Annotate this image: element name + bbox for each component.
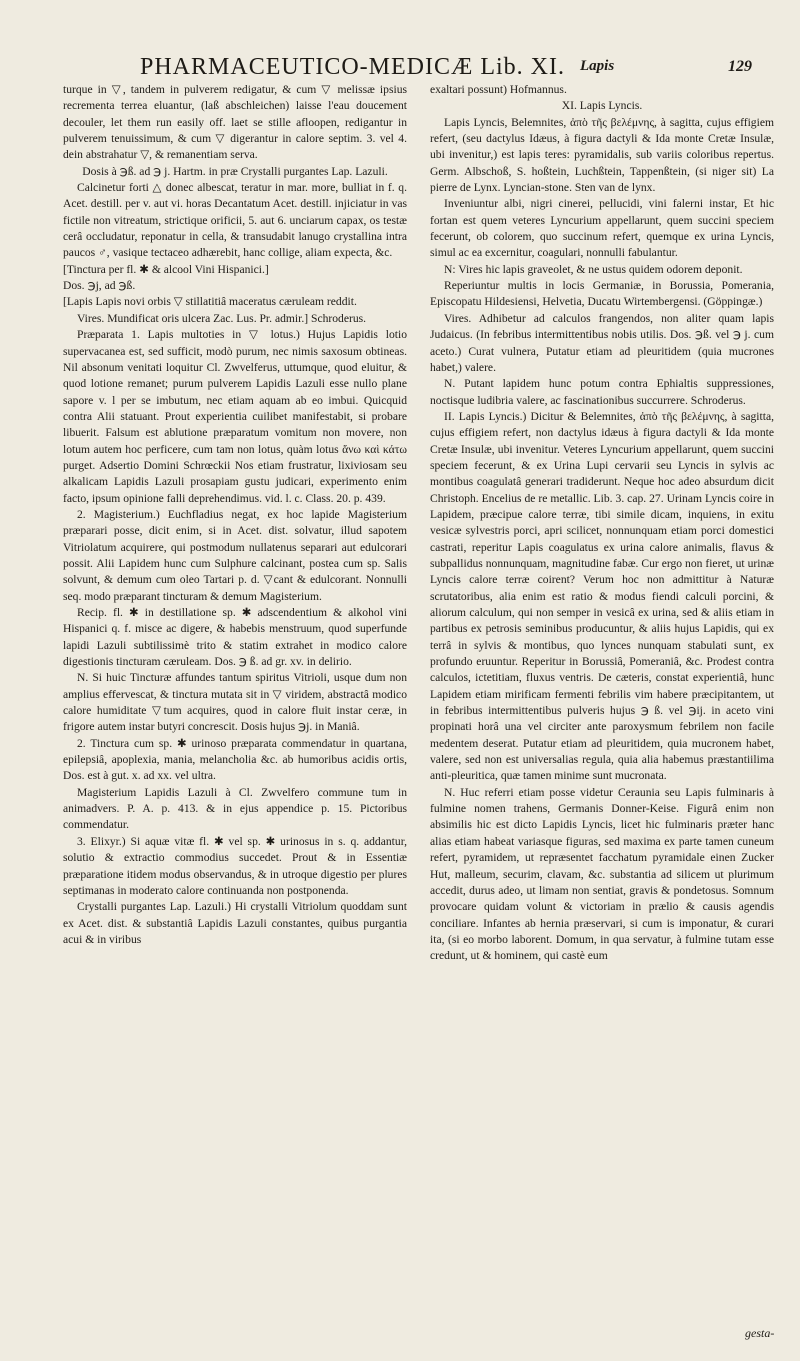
- paragraph: 2. Tinctura cum sp. ✱ urinoso præparata commendatur in quartana, epilepsiâ, apoplexia, mania, melancholia &c. ab humoribus acidis ortis, Dos. est à gut. x. ad xx. vel ultra.: [63, 736, 407, 783]
- paragraph: N. Si huic Tincturæ affundes tantum spiritus Vitrioli, usque dum non amplius effervescat, & tinctura mutata sit in ▽ viridem, abstractâ modico calore humiditate ▽tum acquires, quod in calore fluit instar ceræ, in frigore autem instar butyri concrescit. Dosis hujus ℈j. in Maniâ.: [63, 671, 407, 734]
- paragraph: Vires. Adhibetur ad calculos frangendos, non aliter quam lapis Judaicus. (In febribus intermittentibus nobis utilis. Dos. ℈ß. vel ℈ j. cum aceto.) Curat vulnera, Putatur etiam ad pleuritidem (quia mucrones habet,) valere.: [430, 311, 774, 374]
- paragraph: exaltari possunt) Hofmannus.: [430, 83, 567, 96]
- paragraph: N. Putant lapidem hunc potum contra Ephialtis suppressiones, noctisque ludibria valere, ac fascinationibus succurrere. Schroderus.: [430, 377, 774, 407]
- section-heading: XI. Lapis Lyncis.: [561, 99, 643, 113]
- paragraph: Magisterium Lapidis Lazuli à Cl. Zwvelfero commune tum in animadvers. P. A. p. 413. & in ejus appendice p. 15. Pictoribus commendatur.: [63, 785, 407, 832]
- section-word: Lapis: [580, 58, 615, 74]
- paragraph: Dos. ℈j, ad ℈ß.: [63, 279, 136, 293]
- paragraph: 3. Elixyr.) Si aquæ vitæ fl. ✱ vel sp. ✱ urinosus in s. q. addantur, solutio & extractio commodius succedet. Prout & in Essentiæ præparatione itidem modus observandus, & in utroque digestio per plures septimanas in moderato calore continuanda non postponenda.: [63, 834, 407, 897]
- paragraph: turque in ▽, tandem in pulverem redigatur, & cum ▽ melissæ ipsius recrementa terrea eluantur, (laß abschleichen) laisse l'eau doucement decouler, let them run easily off. laet se stille afloopen, redigantur in pulverem tenuissimum, & cum ▽ digerantur in calore septim. 3. vel 4. dein abstrahatur ▽, & remanentiam serva.: [63, 83, 407, 162]
- right-column: [430, 82, 774, 965]
- paragraph: Calcinetur forti △ donec albescat, teratur in mar. more, bulliat in f. q. Acet. destill. per v. aut vi. horas Decantatum Acet. destill. injiciatur in vas fictile non vitreatum, strictique orificii, 5. aut 6. unciarum capax, os testæ cerâ occludatur, reponatur in cella, & transudabit lanugo crystallina intra paucos ♂, vasique tectaceo adhærebit, hanc collige, aliam expecta, &c.: [63, 181, 407, 260]
- paragraph: Recip. fl. ✱ in destillatione sp. ✱ adscendentium & alkohol vini Hispanici q. f. misce ac digere, & habebis menstruum, quod superfunde lapidi Lazuli subtilissimè trito & statim extrahet in modico calore digestionis tincturam cæruleam. Dos. ℈ ß. ad gr. xv. in delirio.: [63, 606, 407, 669]
- paragraph: Crystalli purgantes Lap. Lazuli.) Hi crystalli Vitriolum quoddam sunt ex Acet. dist. & substantiâ Lapidis Lazuli constantes, quibus purgantia acui & in viribus: [63, 900, 407, 946]
- paragraph: Lapis Lyncis, Belemnites, ἀπὸ τῆς βελέμνης, à sagitta, cujus effigiem refert, (seu dactylus Idæus, à figura dactyli & Ida monte Cretæ Insulæ, ubi invenitur,) est lapis teres: pyramidalis, sub variis coloribus repertus. Germ. Albschoß, S. hoßtein, Luchßtein, Tappenßtein, (si niger sit) La pierre de Lynx. Lyncian-stone. Sten van de lynx.: [430, 115, 774, 195]
- page-header: [60, 54, 772, 82]
- paragraph: Vires. Mundificat oris ulcera Zac. Lus. Pr. admir.] Schroderus.: [77, 311, 367, 325]
- paragraph: [Tinctura per fl. ✱ & alcool Vini Hispanici.]: [63, 262, 269, 276]
- paragraph: Inveniuntur albi, nigri cinerei, pellucidi, vini falerni instar, Et hic fortan est quem veteres Lyncurium appellarunt, quem succini speciem fecerunt, ob colorem, quo succinum refert, quemque ex urina Lyncis, simul ac ea excernitur, coagulari, nonnulli fabulantur.: [430, 197, 774, 260]
- running-title: PHARMACEUTICO-MEDICÆ Lib. XI.: [140, 54, 565, 80]
- catchword: gesta-: [745, 1326, 775, 1340]
- page-number: 129: [728, 58, 752, 75]
- paragraph: [Lapis Lapis novi orbis ▽ stillatitiâ maceratus cæruleam reddit.: [63, 295, 357, 309]
- paragraph: Reperiuntur multis in locis Germaniæ, in Borussia, Pomerania, Episcopatu Hildesiensi, Helvetia, Ducatu Wirtembergensi. (Göppingæ.): [430, 279, 774, 309]
- left-column: [63, 82, 407, 948]
- paragraph: II. Lapis Lyncis.) Dicitur & Belemnites, ἀπὸ τῆς βελέμνης, à sagitta, cujus effigiem refert, non dactylus idæus à figura dactyli & Ida monte Cretæ Insulæ, ubi invenitur. Veteres Lyncurium appellarunt, quem succini speciem fecerunt, & ex Urina Lupi cervarii seu Lyncis in sylvis ac montibus coagulatâ generari tradiderunt. Neque hoc adeo absurdum dicit Christoph. Encelius de re metallic. Lib. 3. cap. 27. Urinam Lyncis coire in Lapidem, præcipue calore terræ, tibi simile dicam, inquiens, in exitu vesicæ sylvestris porci, apri scilicet, nonnunquam etiam porci domestici castrati, reperitur Lapis coagulatus ex urina calore animalis, flavus & subpallidus nonnunquam, magnitudine fabæ. Cur ergo non fieret, ut urinæ Lyncis calore terræ coirent? Verum hoc non admittitur à Naturæ scrutatoribus, alia enim est ratio & modus fiendi calculi porcini, & aliorum calculum, qui non semper in vesicâ ex urina, sed & aliis etiam in partibus ex petrosis seminibus producuntur, & aliis hujus Lapidis, qui ex terrâ in sylvis & montibus, quo lynces nunquam stabulati sunt, ex profundo eruuntur. Reperitur in Borussiâ, Pomeraniâ, &c. Prodest contra calculos, ictetitiam, fluxus ventris. De cæteris, constat experientiâ, hunc Lapidem etiam mirificam fermenti febrilis vim habere præcipitantem, ut in febribus intermittentibus pulveris hujus ℈ ß. vel ℈ij. in aceto vini propinati horâ una vel circiter ante paroxysmum febrilem non facile medentem deserat. Putatur etiam ad pleuritidem, quia mucronem habet, valere, sed non est universalias regula, quia alia habemus præstantiilima anti-pleuritica, quæ tamen minime sunt mucronata.: [430, 409, 774, 783]
- paragraph: N. Huc referri etiam posse videtur Ceraunia seu Lapis fulminaris à fulmine nomen trahens, Germanis Donner-Keise. Figurâ enim non absimilis hic est dicto Lapidis Lyncis, licet hic fulminaris præter hanc alias etiam habeat variasque figuras, sed maxima ex parte tamen cuneum refert, pyramidem, ut repræsentet facchatum pyramidale einen Zucker Hut, malleum, securim, clavam, &c. substantia ad silicem ut plurimum accedit, durus adeo, ut limam non sentiat, gravis & pondetosus. Somnum provocare quidam volunt & victoriam in prælio & causis agendis conciliare. Infantes ab hernia præservari, si cum is imponatur, & curari ita, (si eo morbo laborent. Domum, in qua servatur, à fulmine tutam esse credunt, ut & hominem, qui castè eum: [430, 785, 774, 963]
- paragraph: Præparata 1. Lapis multoties in ▽ lotus.) Hujus Lapidis lotio supervacanea est, sed sufficit, modò purum, nec nimis saxosum obtineas. Nil absonum venitati loquitur Cl. Zwvelferus, uttumque, quod eluitur, & quod lotione remanet; purum pulverem Lapidis Lazuli esse nullo plane sapore v. l per se imbutum, nec etiam aquam ab eo imbui. Quicquid contra Alii statuant. Prout experientia cuilibet manifestabit, si probare libuerit. Falsum est ablutione præparatum vomitum non movere, non lotum autem hoc perficere, cum tam non lotus, quàm lotus ἄνω καὶ κάτω purget. Adsertio Domini Schrœckii Nos etiam frustratur, lixiviosam seu alkalicam Lapidis Lazuli prosapiam gustu judicari, experimento enim facto, ipsum opinione falli deprehendimus. vid. l. c. Class. 20. p. 439.: [63, 328, 407, 505]
- paragraph: N: Vires hic lapis graveolet, & ne ustus quidem odorem deponit.: [444, 262, 743, 276]
- paragraph: 2. Magisterium.) Euchfladius negat, ex hoc lapide Magisterium præparari posse, dicit enim, si in Acet. dist. solvatur, illud sapotem Vitriolatum acquirere, qui postmodum nullatenus separari aut edulcorari possit. Alii Lapidem hunc cum Sulphure calcinant, postea cum sp. Salis solvunt, & demum cum oleo Tartari p. d. ▽cant & edulcorant. Nonnulli seq. modo præparant tincturam & demum Magisterium.: [63, 507, 407, 603]
- paragraph: Dosis à ℈ß. ad ℈ j. Hartm. in præ Crystalli purgantes Lap. Lazuli.: [82, 164, 388, 178]
